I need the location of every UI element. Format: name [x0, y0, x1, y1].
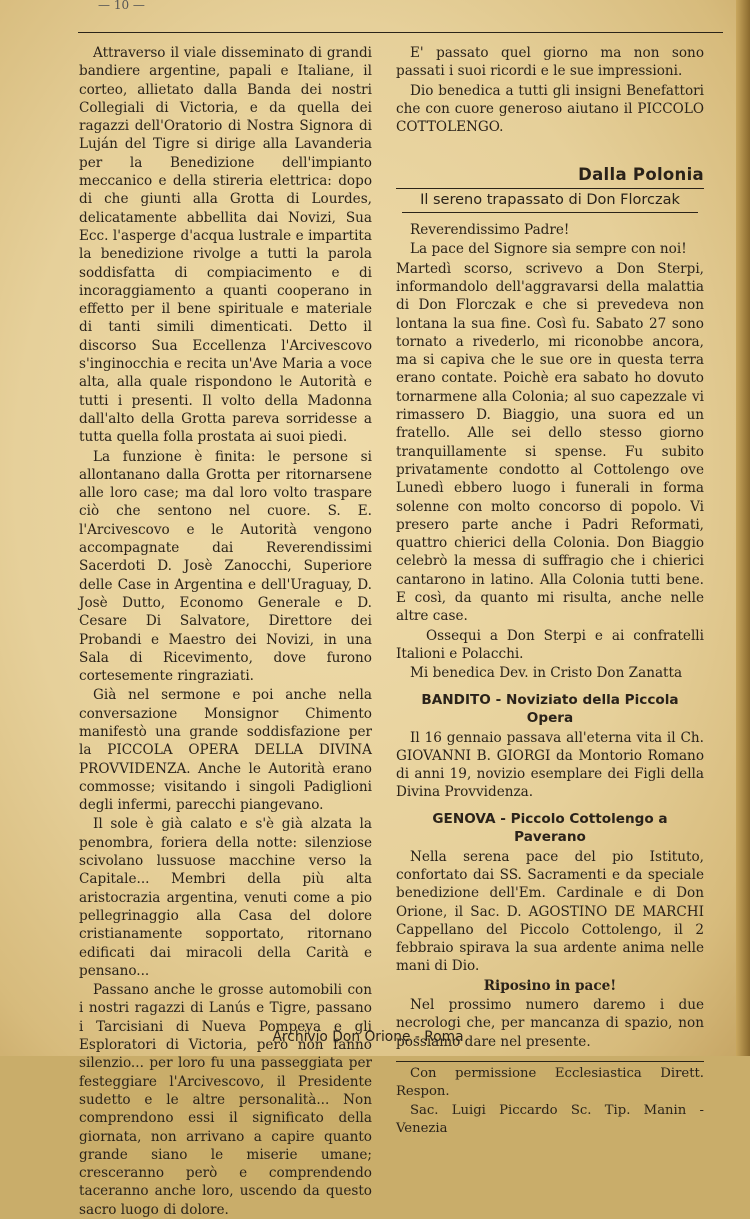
genova-heading: GENOVA - Piccolo Cottolengo a Paverano: [432, 810, 668, 845]
section-title: Dalla Polonia: [578, 165, 704, 185]
article-subtitle: Il sereno trapassato di Don Florczak: [420, 191, 680, 208]
left-paragraph-2: La funzione è finita: le persone si allontanano dalla Grotta per ritornarsene alle loro case; ma dal loro volto traspare ciò che sentono nel cuore. S. E. l'Arcivescovo e le Autorità vengono accompagnate dai Reverendissimi Sacerdoti D. Josè Zanocchi, Superiore delle Case in Argentina e dell'Uraguay, D. Josè Dutto, Economo Generale e D. Cesare Di Salvatore, Direttore dei Probandi e Maestro dei Novizi, in una Sala di Ricevimento, dove furono cortesemente ringraziati.: [79, 448, 372, 685]
genova-text: Nella serena pace del pio Istituto, confortato dai SS. Sacramenti e da speciale benedizione dell'Em. Cardinale e di Don Orione, il Sac. D. AGOSTINO DE MARCHI Cappellano del Piccolo Cottolengo, il 2 febbraio spirava la sua ardente anima nelle mani di Dio.: [396, 848, 704, 975]
left-paragraph-1: Attraverso il viale disseminato di grandi bandiere argentine, papali e Italiane, il corteo, allietato dalla Banda dei nostri Collegiali di Victoria, e da quella dei ragazzi dell'Oratorio di Nostra Signora di Luján del Tigre si dirige alla Lavanderia per la Benedizione dell'impianto meccanico e della stireria elettrica: dopo di che giunti alla Grotta di Lourdes, delicatamente abbellita dai Novizi, Sua Ecc. l'asperge d'acqua lustrale e impartita la benedizione rivolge a tutti la parola soddisfatta di compiacimento e di incoraggiamento a quanti cooperano in effetto per il bene spirituale e materiale di tanti simili dimenticati. Detto il discorso Sua Eccellenza l'Arcivescovo s'inginocchia e recita un'Ave Maria a voce alta, alla quale rispondono le Autorità e tutti i presenti. Il volto della Madonna dall'alto della Grotta pareva sorridesse a tutta quella folla prostata ai suoi piedi.: [79, 45, 372, 446]
genova-note: Nel prossimo numero daremo i due necrologi che, per mancanza di spazio, non possiamo dare nel presente.: [396, 997, 704, 1050]
letter-signature: Mi benedica Dev. in Cristo Don Zanatta: [410, 665, 683, 682]
letter-body: Martedì scorso, scrivevo a Don Sterpi, informandolo dell'aggravarsi della malattia di Don Florczak e che si prevedeva non lontana la sua fine. Così fu. Sabato 27 sono tornato a rivederlo, mi riconobbe ancora, ma si capiva che le sue ore in questa terra erano contate. Poichè era sabato ho dovuto tornarmene alla Colonia; al suo capezzale vi rimassero D. Biaggio, una suora ed un fratello. Alle sei dello stesso giorno tranquillamente si spense. Fu subito privatamente condotto al Cottolengo ove Lunedì ebbero luogo i funerali in forma solenne con molto concorso di popolo. Vi presero parte anche i Padri Reformati, quattro chierici della Colonia. Don Biaggio celebrò la messa di suffragio che i chierici cantarono in latino. Alla Colonia tutti bene. E così, da quanto mi risulta, anche nelle altre case.: [396, 260, 704, 625]
bandito-heading: BANDITO - Noviziato della Piccola Opera: [421, 691, 679, 726]
subtitle-rule: [402, 212, 698, 213]
page-number: — 10 —: [98, 0, 145, 12]
letter-salutation: Reverendissimo Padre!: [410, 222, 570, 239]
footer-line-1: Con permissione Ecclesiastica Dirett. Respon.: [396, 1065, 704, 1099]
intro-paragraph-2: Dio benedica a tutti gli insigni Benefattori che con cuore generoso aiutano il PICCOLO COTTOLENGO.: [396, 82, 704, 136]
letter-regards: Ossequi a Don Sterpi e ai confratelli Italioni e Polacchi.: [396, 627, 704, 662]
rip-line: Riposino in pace!: [483, 977, 617, 994]
letter-greeting: La pace del Signore sia sempre con noi!: [410, 241, 687, 258]
page-edge: [736, 0, 750, 1056]
left-paragraph-4: Il sole è già calato e s'è già alzata la penombra, foriera della notte: silenziose scivolano lussuose macchine verso la Capitale... Membri della più alta aristocrazia argentina, venuti come a pio pellegrinaggio alla Casa del dolore cristianamente sopportato, ritornano edificati dai miracoli della Carità e pensano...: [79, 816, 372, 979]
footer-rule: [396, 1061, 704, 1062]
archive-label: Archivio Don Orione - Roma: [272, 1029, 464, 1045]
top-rule: [78, 32, 723, 33]
footer-line-2: Sac. Luigi Piccardo Sc. Tip. Manin - Venezia: [396, 1102, 704, 1136]
intro-paragraph-1: E' passato quel giorno ma non sono passati i suoi ricordi e le sue impressioni.: [396, 45, 704, 80]
bandito-text: Il 16 gennaio passava all'eterna vita il Ch. GIOVANNI B. GIORGI da Montorio Romano di anni 19, novizio esemplare dei Figli della Divina Provvidenza.: [396, 729, 704, 801]
right-column: [396, 44, 704, 1138]
left-paragraph-3: Già nel sermone e poi anche nella conversazione Monsignor Chimento manifestò una grande soddisfazione per la PICCOLA OPERA DELLA DIVINA PROVVIDENZA. Anche le Autorità erano commosse; visitando i singoli Padiglioni degli infermi, parecchi piangevano.: [79, 687, 372, 814]
section-rule: [396, 188, 704, 189]
left-paragraph-5: Passano anche le grosse automobili con i nostri ragazzi di Lanús e Tigre, passano i Tarcisiani di Nueva Pompeya e gli Esploratori di Victoria, però non fanno silenzio... per loro fu una passeggiata per festeggiare l'Arcivescovo, il Presidente sudetto e le altre personalità... Non comprendono essi il significato della giornata, non arrivano a capire quanto grande siano le miserie umane; cresceranno però e comprendendo taceranno anche loro, uscendo da questo sacro luogo di dolore.: [79, 982, 372, 1218]
